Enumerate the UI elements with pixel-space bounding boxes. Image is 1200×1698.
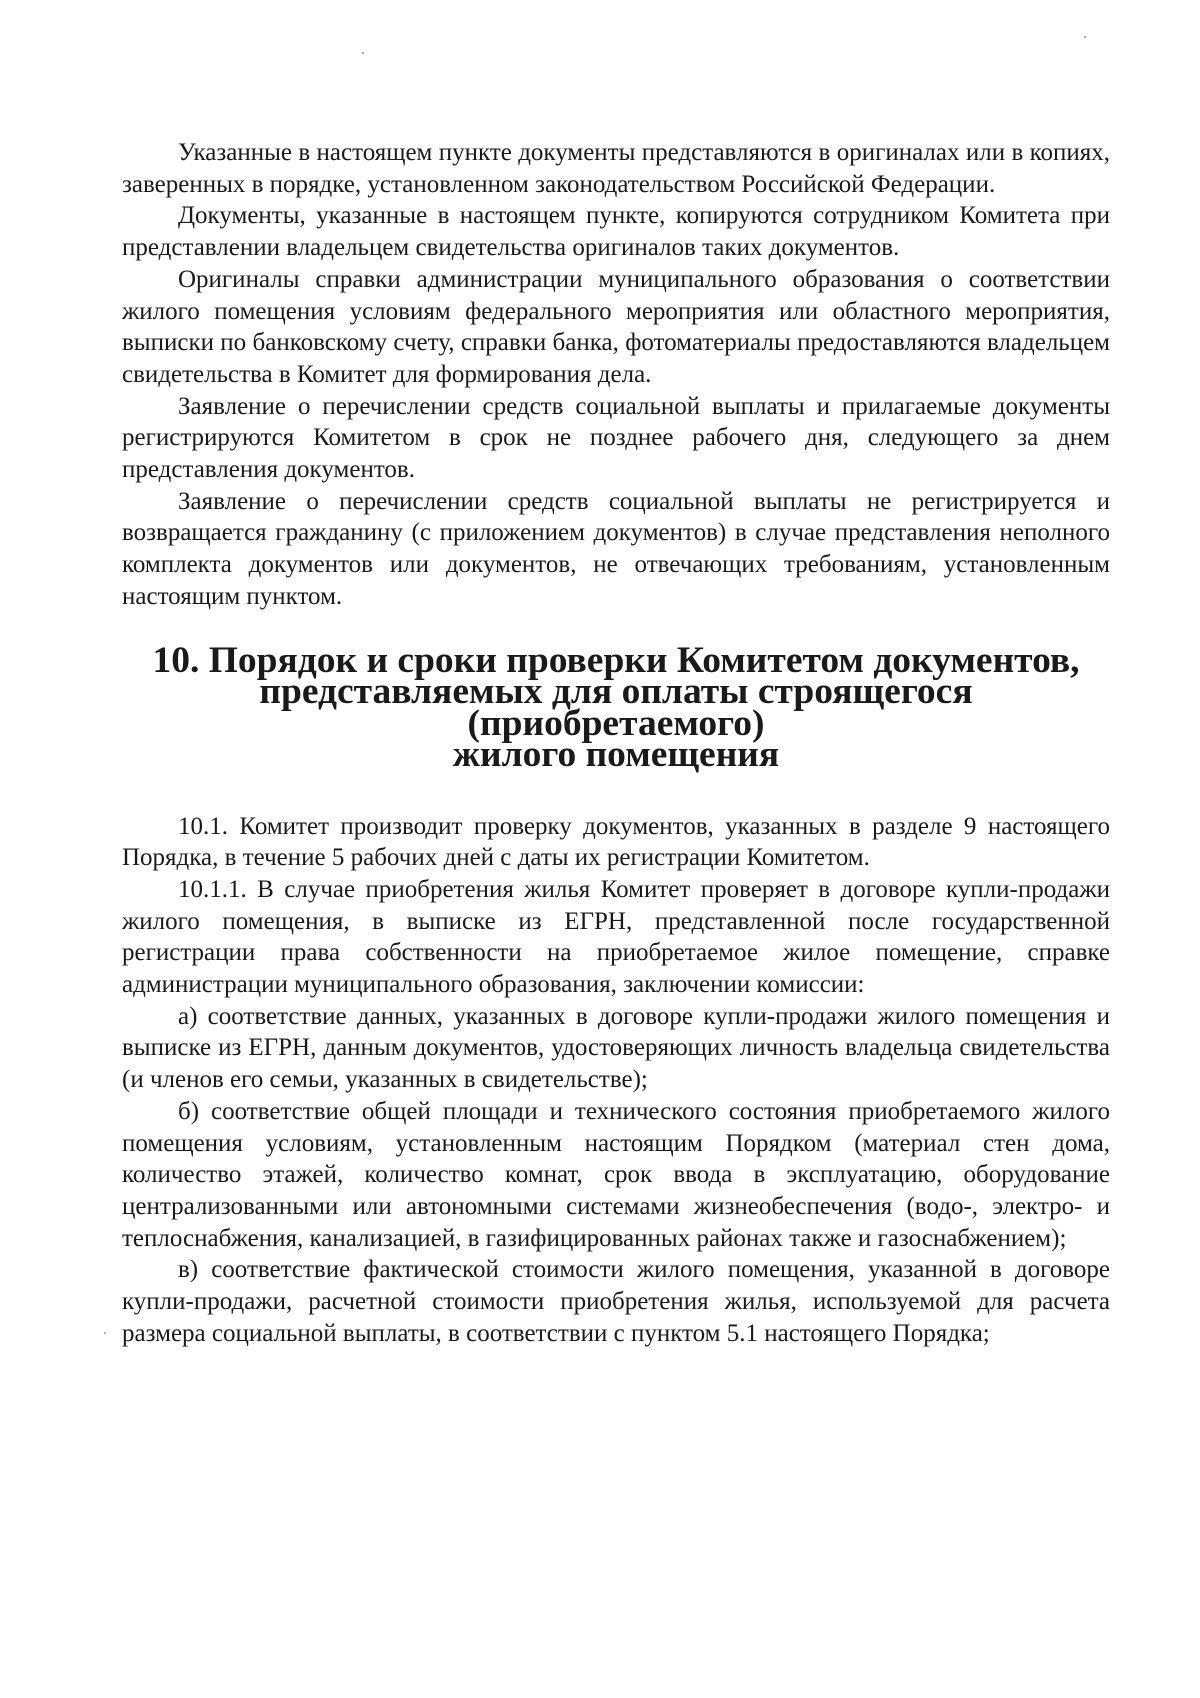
list-item-b: б) соответствие общей площади и технического состояния приобретаемого жилого помещения условиям, установленным настоящим Порядком (материал стен дома, количество этажей, количество комнат, срок ввода в эксплуатацию, оборудование централизованными или автономными системами жизнеобеспечения (водо-, электро- и теплоснабжения, канализацией, в газифицированных районах также и газоснабжением); (122, 1097, 1110, 1252)
paragraph: Оригиналы справки администрации муниципального образования о соответствии жилого помещения условиям федерального мероприятия или областного мероприятия, выписки по банковскому счету, справки банка, фотоматериалы предоставляются владельцем свидетельства в Комитет для формирования дела. (122, 265, 1110, 388)
paragraph: Документы, указанные в настоящем пункте, копируются сотрудником Комитета при представлении владельцем свидетельства оригиналов таких документов. (122, 202, 1110, 262)
scan-speck (362, 52, 364, 54)
section-heading-line: представляемых для оплаты строящегося (приобретаемого) (259, 671, 973, 744)
section-heading (122, 639, 1110, 776)
document-body (122, 137, 1110, 1350)
section-heading-line: жилого помещения (452, 734, 780, 776)
list-item-a: а) соответствие данных, указанных в договоре купли-продажи жилого помещения и выписке из ЕГРН, данным документов, удостоверяющих личность владельца свидетельства (и членов его семьи, указанных в свидетельстве); (122, 1002, 1110, 1094)
paragraph: Указанные в настоящем пункте документы представляются в оригиналах или в копиях, заверенных в порядке, установленном законодательством Российской Федерации. (122, 139, 1110, 198)
scan-speck (1084, 36, 1086, 38)
section-heading-line: 10. Порядок и сроки проверки Комитетом документов, (152, 639, 1080, 681)
paragraph: Заявление о перечислении средств социальной выплаты и прилагаемые документы регистрируются Комитетом в срок не позднее рабочего дня, следующего за днем представления документов. (122, 392, 1110, 484)
list-item-c: в) соответствие фактической стоимости жилого помещения, указанной в договоре купли-продажи, расчетной стоимости приобретения жилья, используемой для расчета размера социальной выплаты, в соответствии с пунктом 5.1 настоящего Порядка; (122, 1256, 1110, 1347)
scan-speck (104, 1332, 106, 1334)
paragraph: 10.1. Комитет производит проверку документов, указанных в разделе 9 настоящего Порядка, в течение 5 рабочих дней с даты их регистрации Комитетом. (122, 812, 1110, 872)
paragraph: Заявление о перечислении средств социальной выплаты не регистрируется и возвращается гражданину (с приложением документов) в случае представления неполного комплекта документов или документов, не отвечающих требованиям, установленным настоящим пунктом. (122, 487, 1110, 610)
paragraph: 10.1.1. В случае приобретения жилья Комитет проверяет в договоре купли-продажи жилого помещения, в выписке из ЕГРН, представленной после государственной регистрации права собственности на приобретаемое жилое помещение, справке администрации муниципального образования, заключении комиссии: (122, 875, 1110, 999)
